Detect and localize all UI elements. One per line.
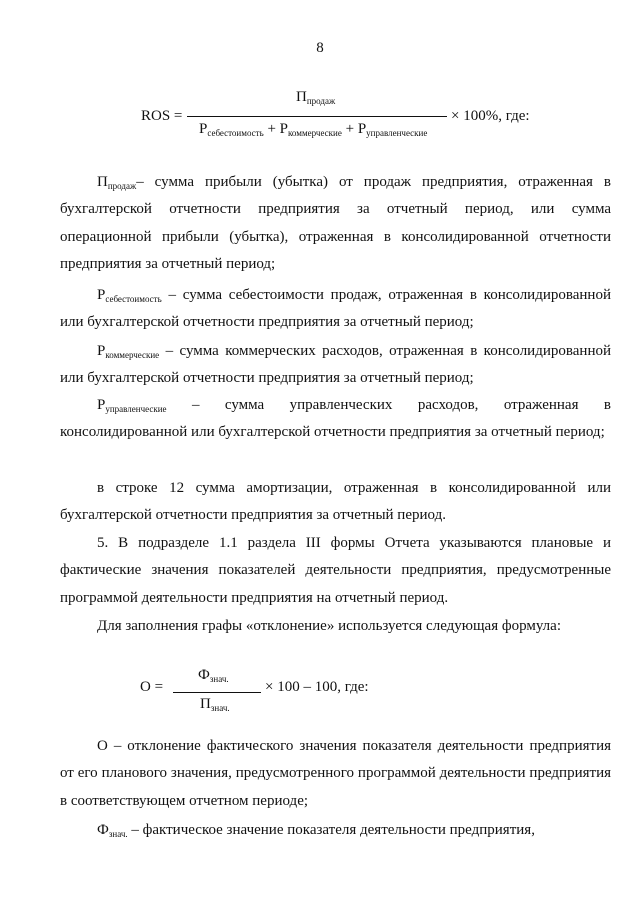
- ros-fraction-bar: [187, 116, 447, 117]
- ros-denominator: $Р_{себестоимость} + Р_{коммерческие} + Р_{управленческие}$: [199, 121, 428, 138]
- row12-paragraph: в строке 12 сумма амортизации, отраженная в консолидированной или бухгалтерской отчетности предприятия за отчетный период.: [60, 480, 611, 524]
- deviation-numerator: $Ф_{знач.}$: [198, 667, 229, 684]
- o-definition: О – отклонение фактического значения показателя деятельности предприятия от его планового значения, предусмотренного программой деятельности предприятия в соответствующем отчетном периоде;: [60, 738, 611, 809]
- deviation-formula-tail: × 100 – 100, где:: [265, 679, 369, 695]
- ros-formula-tail: × 100%, где:: [451, 108, 530, 124]
- definition-r-upravlencheskie: $Р_{управленческие}$ – сумма управленческих расходов, отраженная в консолидированной или бухгалтерской отчетности предприятия за отчетный период;: [60, 397, 611, 441]
- ros-numerator: $П_{продаж}$: [296, 89, 336, 106]
- ros-formula-lhs: ROS =: [141, 108, 183, 124]
- f-definition: $Ф_{знач.}$ – фактическое значение показателя деятельности предприятия,: [97, 822, 535, 839]
- page-number: 8: [316, 40, 324, 56]
- deviation-denominator: $П_{знач.}$: [200, 696, 230, 713]
- formula-intro: Для заполнения графы «отклонение» используется следующая формула:: [97, 618, 561, 634]
- definition-r-kommercheskie: $Р_{коммерческие}$ – сумма коммерческих расходов, отраженная в консолидированной или бухгалтерской отчетности предприятия за отчетный период;: [60, 343, 611, 387]
- deviation-fraction-bar: [173, 692, 261, 693]
- definition-p-prodazh: $П_{продаж}-$ сумма прибыли (убытка) от продаж предприятия, отраженная в бухгалтерской отчетности предприятия за отчетный период, или сумма операционной прибыли (убытка), отраженная в консолидированной отчетности предприятия за отчетный период;: [60, 174, 611, 273]
- definition-r-sebestoimost: $Р_{себестоимость}$ – сумма себестоимости продаж, отраженная в консолидированной или бухгалтерской отчетности предприятия за отчетный период;: [60, 287, 611, 331]
- item5-paragraph: 5. В подразделе 1.1 раздела III формы Отчета указываются плановые и фактические значения показателей деятельности предприятия, предусмотренные программой деятельности предприятия на отчетный период.: [60, 535, 611, 606]
- deviation-formula-lhs: О =: [140, 679, 164, 695]
